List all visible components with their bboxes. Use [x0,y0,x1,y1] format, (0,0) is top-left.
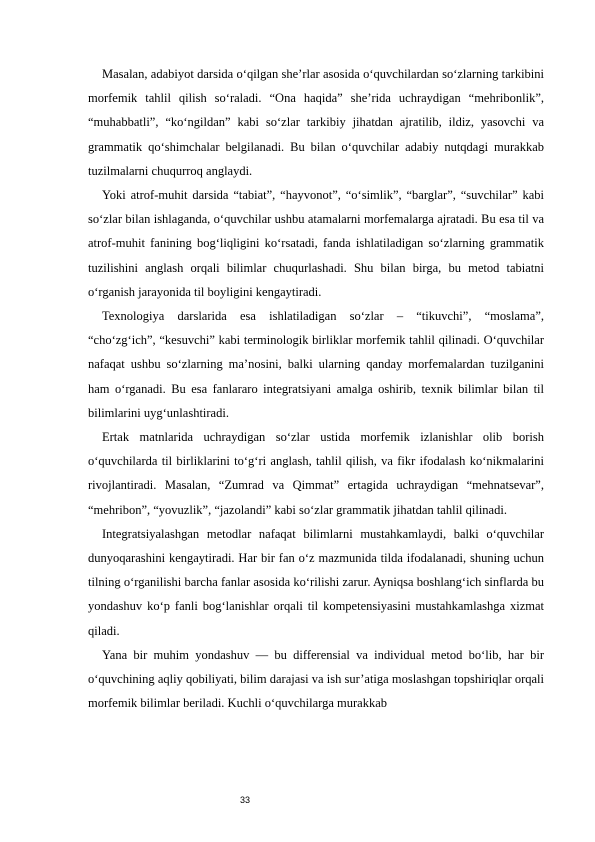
paragraph-environment-example: Yoki atrof-muhit darsida “tabiat”, “hayvonot”, “o‘simlik”, “barglar”, “suvchilar” kabi so‘zlar bilan ishlaganda, o‘quvchilar ushbu atamalarni morfemalarga ajratadi. Bu esa til va atrof-muhit fanining bog‘liqligini ko‘rsatadi, fanda ishlatiladigan so‘zlarning grammatik tuzilishini anglash orqali bilimlar chuqurlashadi. Shu bilan birga, bu metod tabiatni o‘rganish jarayonida til boyligini kengaytiradi. [88,188,544,299]
paragraph-integrated-methods: Integratsiyalashgan metodlar nafaqat bilimlarni mustahkamlaydi, balki o‘quvchilar dunyoqarashini kengaytiradi. Har bir fan o‘z mazmunida tilda ifodalanadi, shuning uchun tilning o‘rganilishi barcha fanlar asosida ko‘rilishi zarur. Ayniqsa boshlang‘ich sinflarda bu yondashuv ko‘p fanli bog‘lanishlar orqali til kompetensiyasini mustahkamlashga xizmat qiladi. [88,526,544,638]
paragraph-fairy-tale-example: Ertak matnlarida uchraydigan so‘zlar ustida morfemik izlanishlar olib borish o‘quvchilarda til birliklarini to‘g‘ri anglash, tahlil qilish, va fikr ifodalash ko‘nikmalarini rivojlantiradi. Masalan, “Zumrad va Qimmat” ertagida uchraydigan “mehnatsevar”, “mehribon”, “yovuzlik”, “jazolandi” kabi so‘zlar grammatik jihatdan tahlil qilinadi. [88,430,544,517]
paragraph-technology-example: Texnologiya darslarida esa ishlatiladigan so‘zlar – “tikuvchi”, “moslama”, “cho‘zg‘ich”, “kesuvchi” kabi terminologik birliklar morfemik tahlil qilinadi. O‘quvchilar nafaqat ushbu so‘zlarning ma’nosini, balki ularning qanday morfemalardan tuzilganini ham o‘rganadi. Bu esa fanlararo integratsiyani amalga oshirib, texnik bilimlar bilan til bilimlarini uyg‘unlashtiradi. [88,309,544,420]
paragraph-differential-approach: Yana bir muhim yondashuv — bu differensial va individual metod bo‘lib, har bir o‘quvchining aqliy qobiliyati, bilim darajasi va ish sur’atiga moslashgan topshiriqlar orqali morfemik bilimlar beriladi. Kuchli o‘quvchilarga murakkab [88,647,544,711]
page-number: 33 [239,795,250,805]
paragraph-literature-example: Masalan, adabiyot darsida o‘qilgan she’rlar asosida o‘quvchilardan so‘zlarning tarkibini morfemik tahlil qilish so‘raladi. “Ona haqida” she’rida uchraydigan “mehribonlik”, “muhabbatli”, “ko‘ngildan” kabi so‘zlar tarkibiy jihatdan ajratilib, ildiz, yasovchi va grammatik qo‘shimchalar belgilanadi. Bu bilan o‘quvchilar adabiy nutqdagi murakkab tuzilmalarni chuqurroq anglaydi. [88,67,544,178]
document-body [88,62,544,715]
